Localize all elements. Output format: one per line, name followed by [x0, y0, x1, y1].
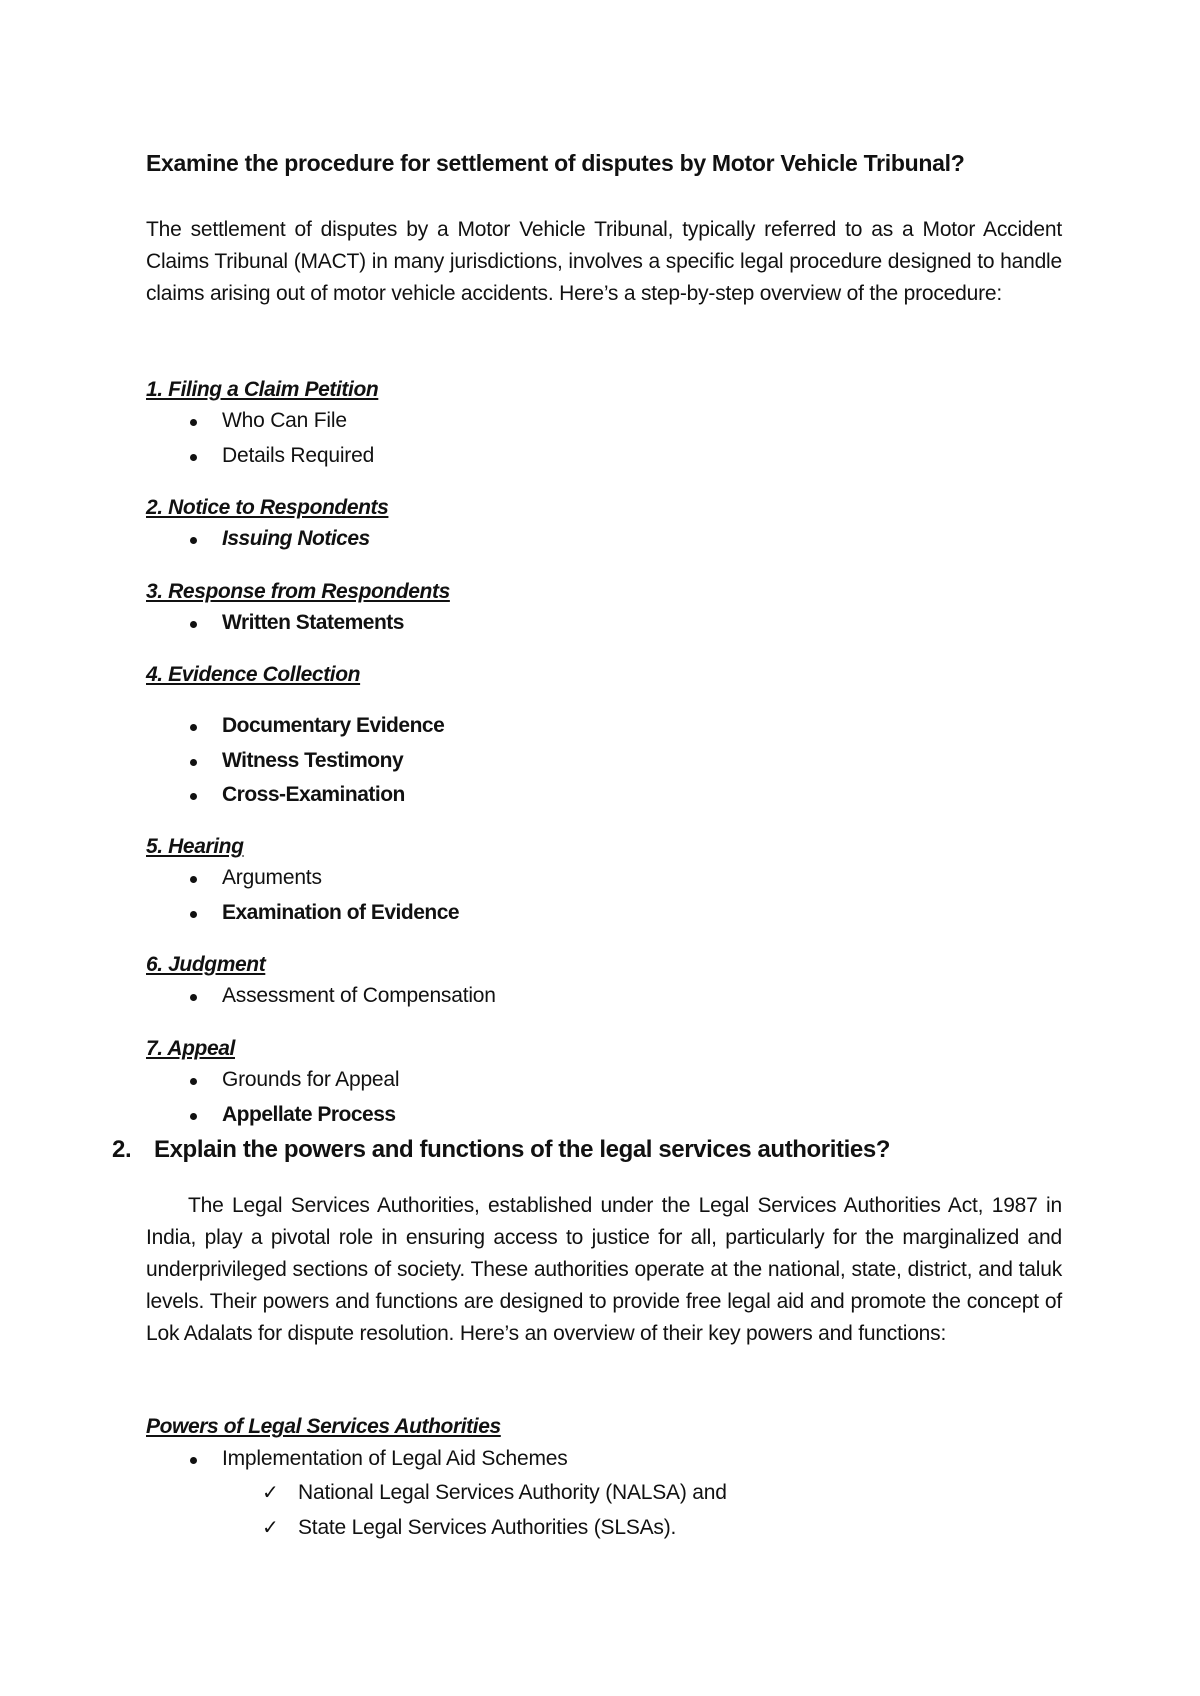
q1-title: Examine the procedure for settlement of disputes by Motor Vehicle Tribunal?	[146, 150, 965, 176]
list-item: Witness Testimony	[222, 749, 404, 772]
list-item: Assessment of Compensation	[222, 984, 496, 1007]
section-heading-response: 3. Response from Respondents	[146, 580, 450, 603]
checklist-item-text: State Legal Services Authorities (SLSAs).	[298, 1516, 677, 1539]
check-icon: ✓	[262, 1480, 279, 1504]
list-item: Who Can File	[222, 409, 347, 432]
list-item: Issuing Notices	[222, 527, 370, 550]
section-heading-filing: 1. Filing a Claim Petition	[146, 378, 379, 401]
section-heading-hearing: 5. Hearing	[146, 835, 244, 858]
list-item: Details Required	[222, 444, 375, 467]
section-heading-evidence: 4. Evidence Collection	[146, 663, 361, 686]
list-item: Documentary Evidence	[222, 714, 445, 737]
checklist-item-text: National Legal Services Authority (NALSA) and	[298, 1481, 727, 1504]
q1-intro-paragraph: The settlement of disputes by a Motor Vehicle Tribunal, typically referred to as a Motor Accident Claims Tribunal (MACT) in many jurisdictions, involves a specific legal procedure designed to handle claims arising out of motor vehicle accidents. Here’s a step-by-step overview of the procedure:	[146, 218, 1062, 305]
q2-number: 2.	[112, 1136, 132, 1163]
q2-intro-paragraph: The Legal Services Authorities, established under the Legal Services Authorities Act, 1987 in India, play a pivotal role in ensuring access to justice for all, particularly for the marginalized and underprivileged sections of society. These authorities operate at the national, state, district, and taluk levels. Their powers and functions are designed to provide free legal aid and promote the concept of Lok Adalats for dispute resolution. Here’s an overview of their key powers and functions:	[146, 1194, 1062, 1345]
q2-title	[112, 1136, 890, 1164]
list-item: Implementation of Legal Aid Schemes	[222, 1447, 568, 1470]
powers-heading: Powers of Legal Services Authorities	[146, 1415, 501, 1438]
list-item: Cross-Examination	[222, 783, 405, 806]
checklist-item	[262, 1480, 727, 1505]
list-item: Grounds for Appeal	[222, 1068, 400, 1091]
checklist-item	[262, 1515, 677, 1540]
list-item: Written Statements	[222, 611, 404, 634]
list-item: Arguments	[222, 866, 322, 889]
section-heading-notice: 2. Notice to Respondents	[146, 496, 389, 519]
section-heading-appeal: 7. Appeal	[146, 1037, 235, 1060]
section-heading-judgment: 6. Judgment	[146, 953, 266, 976]
q2-title-text: Explain the powers and functions of the legal services authorities?	[154, 1136, 891, 1163]
list-item: Examination of Evidence	[222, 901, 460, 924]
check-icon: ✓	[262, 1515, 279, 1539]
list-item: Appellate Process	[222, 1103, 396, 1126]
